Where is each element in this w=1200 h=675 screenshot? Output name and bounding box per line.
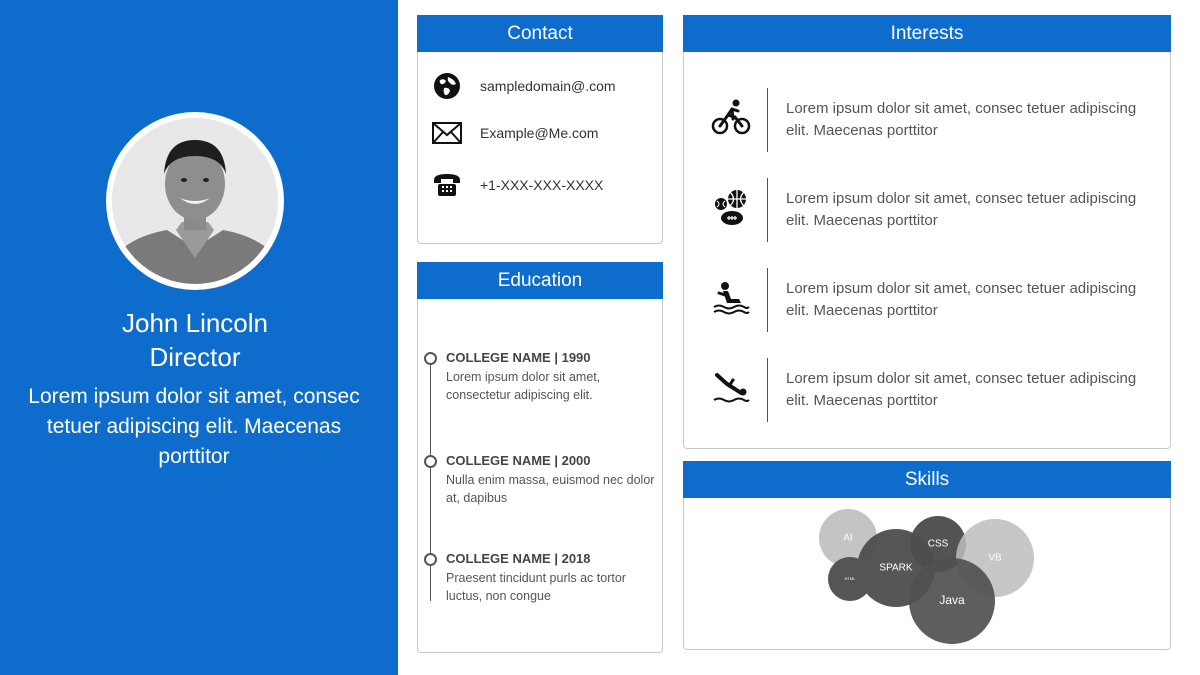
interest-divider [767,88,768,152]
education-item-desc: Nulla enim massa, euismod nec dolor at, dapibus [446,473,655,505]
interest-divider [767,178,768,242]
education-item-desc: Lorem ipsum dolor sit amet, consectetur adipiscing elit. [446,370,601,402]
envelope-icon [430,118,464,148]
skills-title: Skills [683,461,1171,498]
interests-title: Interests [683,15,1171,52]
profile-name: John Lincoln [122,308,268,338]
timeline-dot [424,455,437,468]
education-item-desc: Praesent tincidunt purls ac tortor luctus, non congue [446,571,626,603]
education-item-title: COLLEGE NAME | 2000 [446,453,591,468]
interest-item [684,88,1172,152]
profile-bio: Lorem ipsum dolor sit amet, consec tetuer adipiscing elit. Maecenas porttitor [28,385,360,468]
skill-bubble-label: AI [843,532,853,544]
skill-bubble-label: HTML [844,576,856,582]
contact-item-email [430,116,598,150]
profile-panel [0,0,398,675]
education-card [417,262,663,653]
interest-text: Lorem ipsum dolor sit amet, consec tetuer adipiscing elit. Maecenas porttitor [786,190,1137,229]
swimming-icon [708,274,754,320]
sports-balls-icon [708,184,754,230]
profile-role: Director [149,342,241,372]
interest-text: Lorem ipsum dolor sit amet, consec tetuer adipiscing elit. Maecenas porttitor [786,280,1137,319]
education-item-title: COLLEGE NAME | 2018 [446,551,591,566]
interest-text: Lorem ipsum dolor sit amet, consec tetuer adipiscing elit. Maecenas porttitor [786,370,1137,409]
skills-card [683,461,1171,650]
diving-icon [708,364,754,410]
education-item-title: COLLEGE NAME | 1990 [446,350,591,365]
skill-bubble-label: VB [988,552,1002,564]
interests-card [683,15,1171,449]
interest-divider [767,358,768,422]
contact-item-website [430,69,616,103]
contact-phone-text: +1-XXX-XXX-XXXX [480,177,604,193]
interest-text: Lorem ipsum dolor sit amet, consec tetuer adipiscing elit. Maecenas porttitor [786,100,1137,139]
interest-item [684,178,1172,242]
contact-card [417,15,663,244]
interest-divider [767,268,768,332]
skills-bubble-chart [684,462,1170,649]
contact-item-phone [430,168,603,202]
avatar [112,118,278,284]
telephone-icon [430,170,464,200]
timeline-dot [424,553,437,566]
person-photo-icon [112,118,278,284]
contact-email-text: Example@Me.com [480,125,599,141]
skill-bubble-label: SPARK [879,562,913,574]
skill-bubble-label: CSS [927,538,949,550]
skill-bubble-label: Java [939,593,965,608]
globe-icon [430,71,464,101]
profile-photo-frame [106,112,284,290]
interest-item [684,268,1172,332]
interest-item [684,358,1172,422]
education-title: Education [417,262,663,299]
contact-website-text: sampledomain@.com [480,78,616,94]
cycling-icon [708,94,754,140]
timeline-dot [424,352,437,365]
contact-title: Contact [417,15,663,52]
